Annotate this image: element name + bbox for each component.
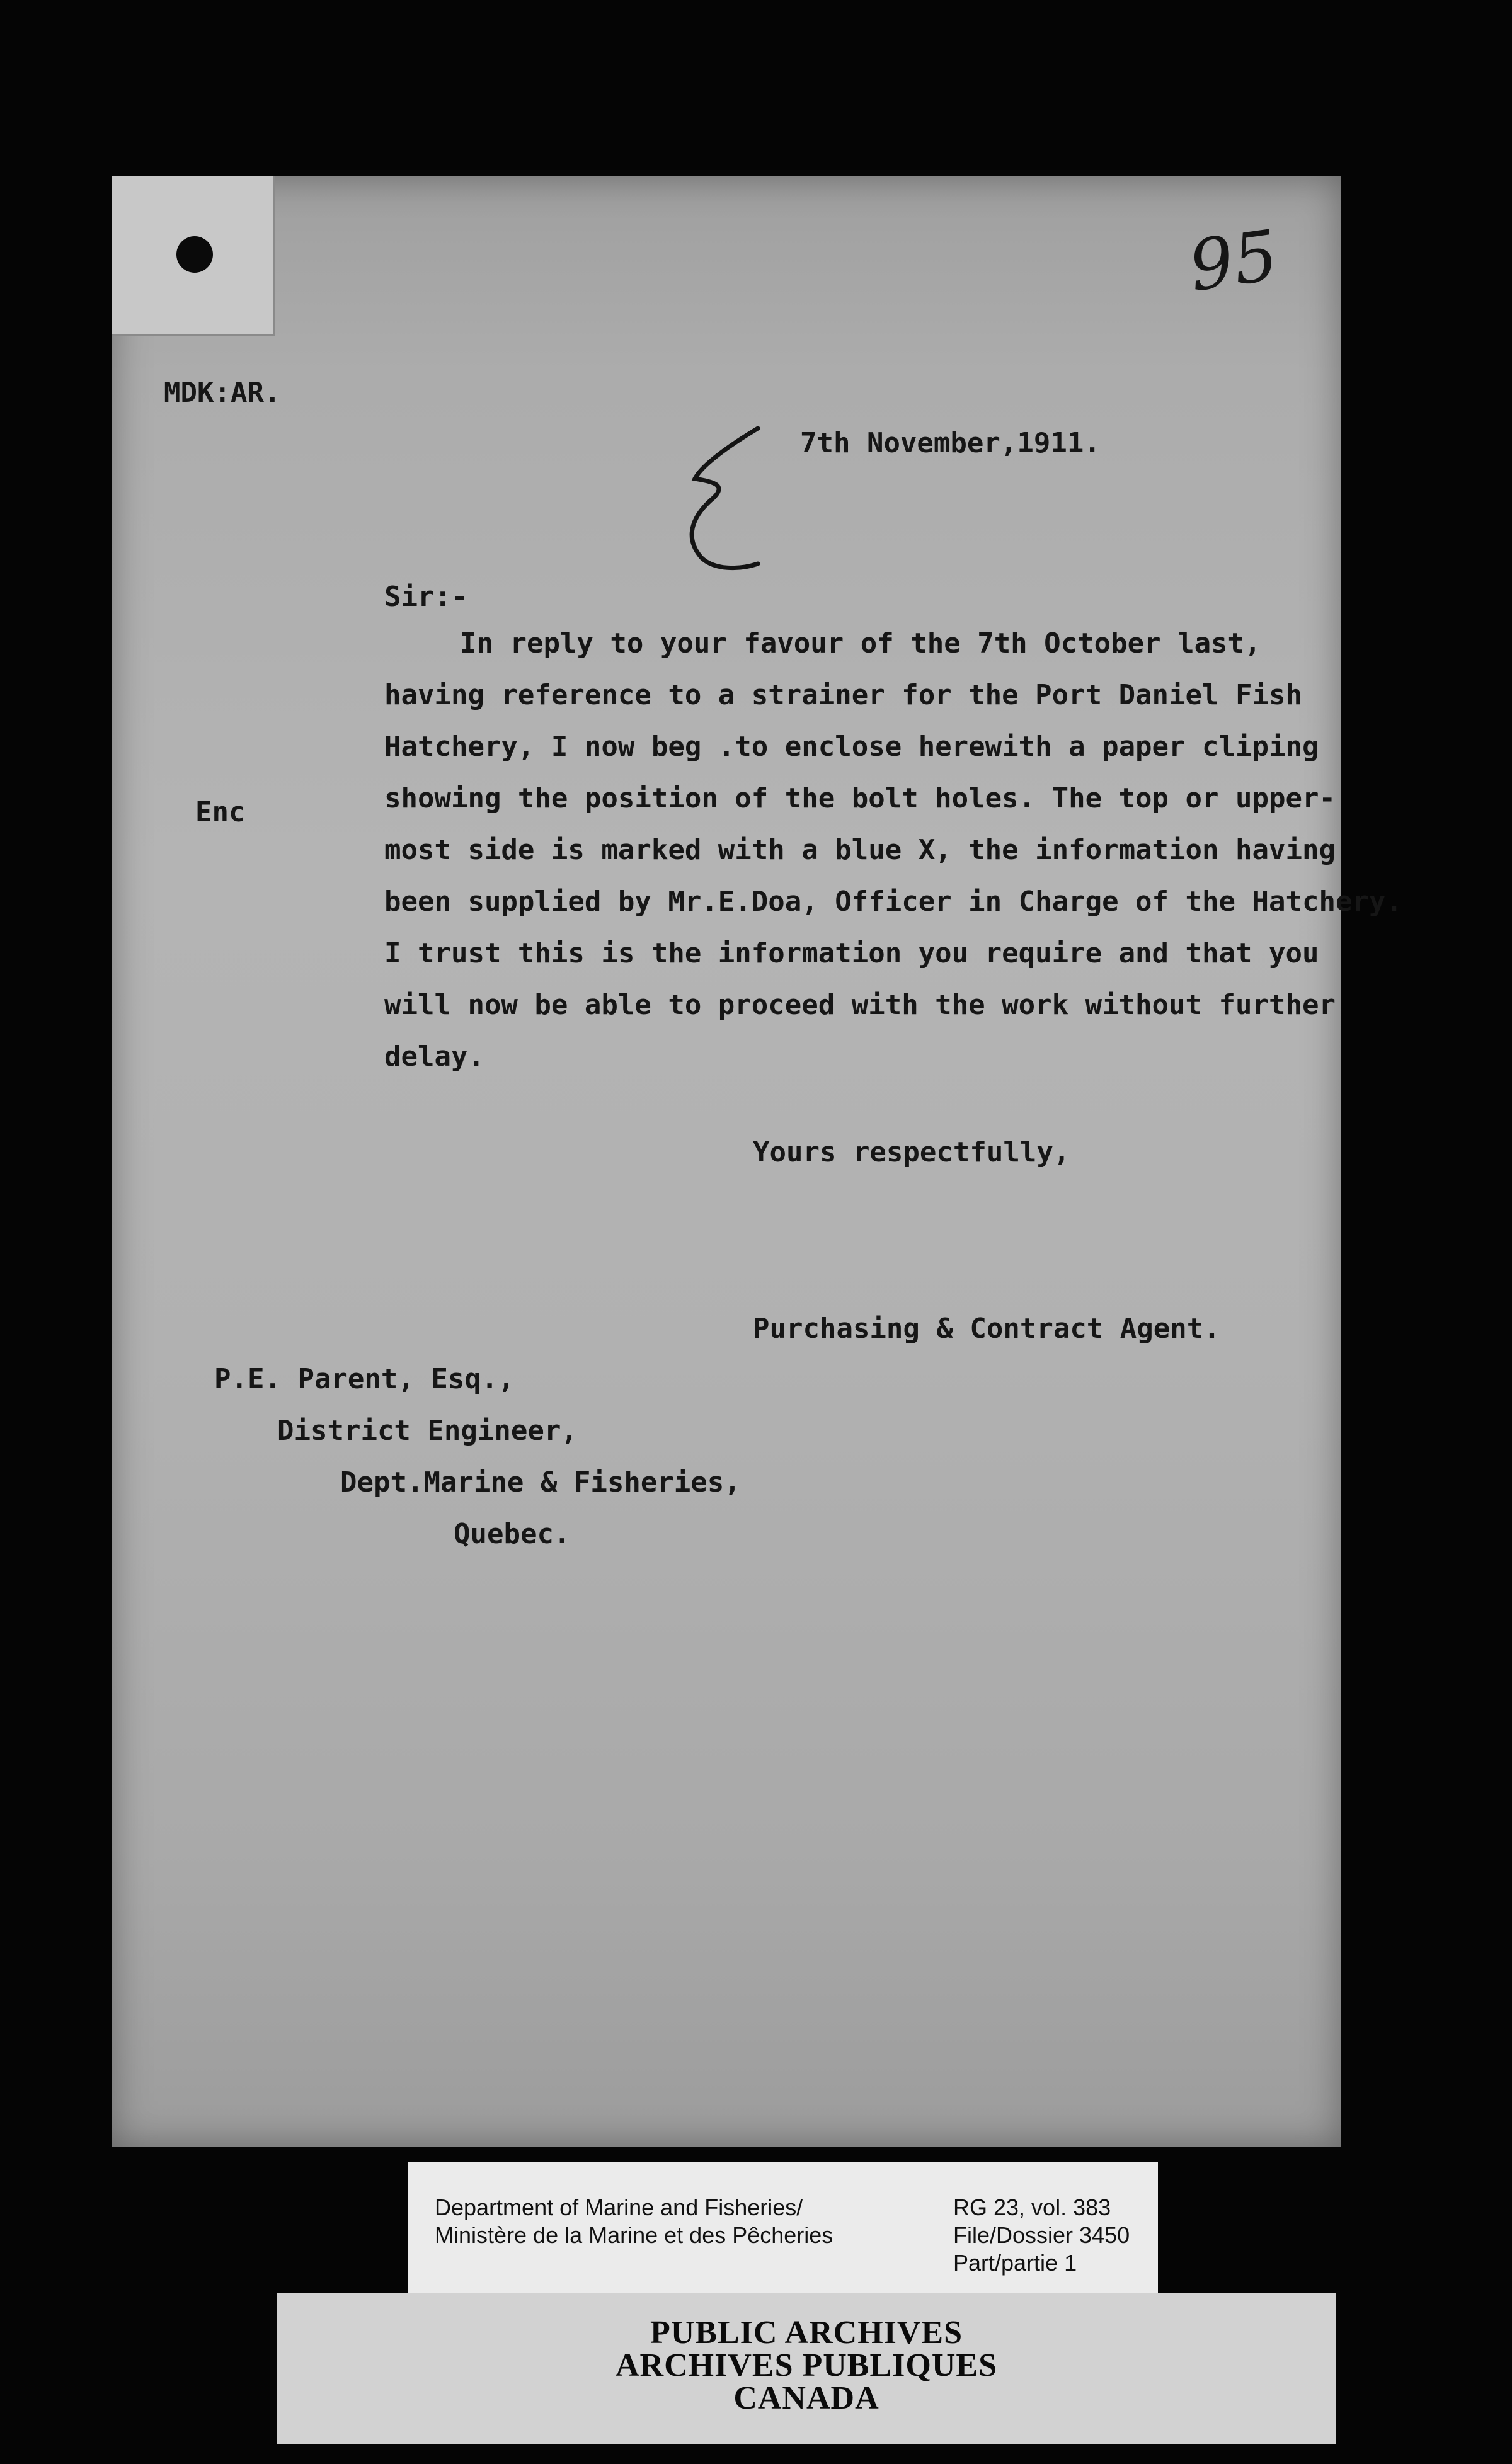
reference-code: MDK:AR. xyxy=(164,377,281,409)
body-line: will now be able to proceed with the work without further xyxy=(384,989,1336,1021)
recipient-name: P.E. Parent, Esq., xyxy=(214,1363,515,1395)
recipient-department: Dept.Marine & Fisheries, xyxy=(340,1466,741,1498)
body-line: having reference to a strainer for the Port Daniel Fish xyxy=(384,679,1302,711)
department-english: Department of Marine and Fisheries/ xyxy=(435,2194,803,2220)
recipient-city: Quebec. xyxy=(454,1518,571,1550)
letter-date: 7th November,1911. xyxy=(800,427,1101,459)
archival-citation-label xyxy=(408,2162,1158,2306)
part-number: Part/partie 1 xyxy=(953,2250,1077,2276)
body-line: Hatchery, I now beg .to enclose herewith a paper cliping xyxy=(384,731,1319,763)
handwritten-reference-mark-icon xyxy=(676,422,764,579)
folio-number: 95 xyxy=(1184,214,1283,307)
department-french: Ministère de la Marine et des Pêcheries xyxy=(435,2222,833,2248)
salutation: Sir:- xyxy=(384,581,468,613)
body-line: been supplied by Mr.E.Doa, Officer in Charge of the Hatchery. xyxy=(384,886,1402,918)
page-corner-tab xyxy=(112,176,275,336)
punch-hole-icon xyxy=(176,236,213,273)
public-archives-stamp xyxy=(277,2293,1336,2444)
body-line: In reply to your favour of the 7th October last, xyxy=(460,627,1261,659)
file-number: File/Dossier 3450 xyxy=(953,2222,1130,2248)
stamp-line-french: ARCHIVES PUBLIQUES xyxy=(615,2347,998,2383)
stamp-line-country: CANADA xyxy=(733,2380,879,2416)
body-line: showing the position of the bolt holes. The top or upper- xyxy=(384,782,1336,814)
signatory-title: Purchasing & Contract Agent. xyxy=(753,1313,1220,1345)
body-line: most side is marked with a blue X, the information having xyxy=(384,834,1336,866)
letter-page xyxy=(112,176,1402,2147)
record-group: RG 23, vol. 383 xyxy=(953,2194,1111,2220)
body-line: I trust this is the information you require and that you xyxy=(384,937,1319,969)
stamp-line-english: PUBLIC ARCHIVES xyxy=(650,2315,963,2351)
closing: Yours respectfully, xyxy=(753,1136,1070,1168)
recipient-title: District Engineer, xyxy=(277,1415,578,1447)
enclosure-note: Enc xyxy=(195,796,246,828)
body-line: delay. xyxy=(384,1041,484,1073)
